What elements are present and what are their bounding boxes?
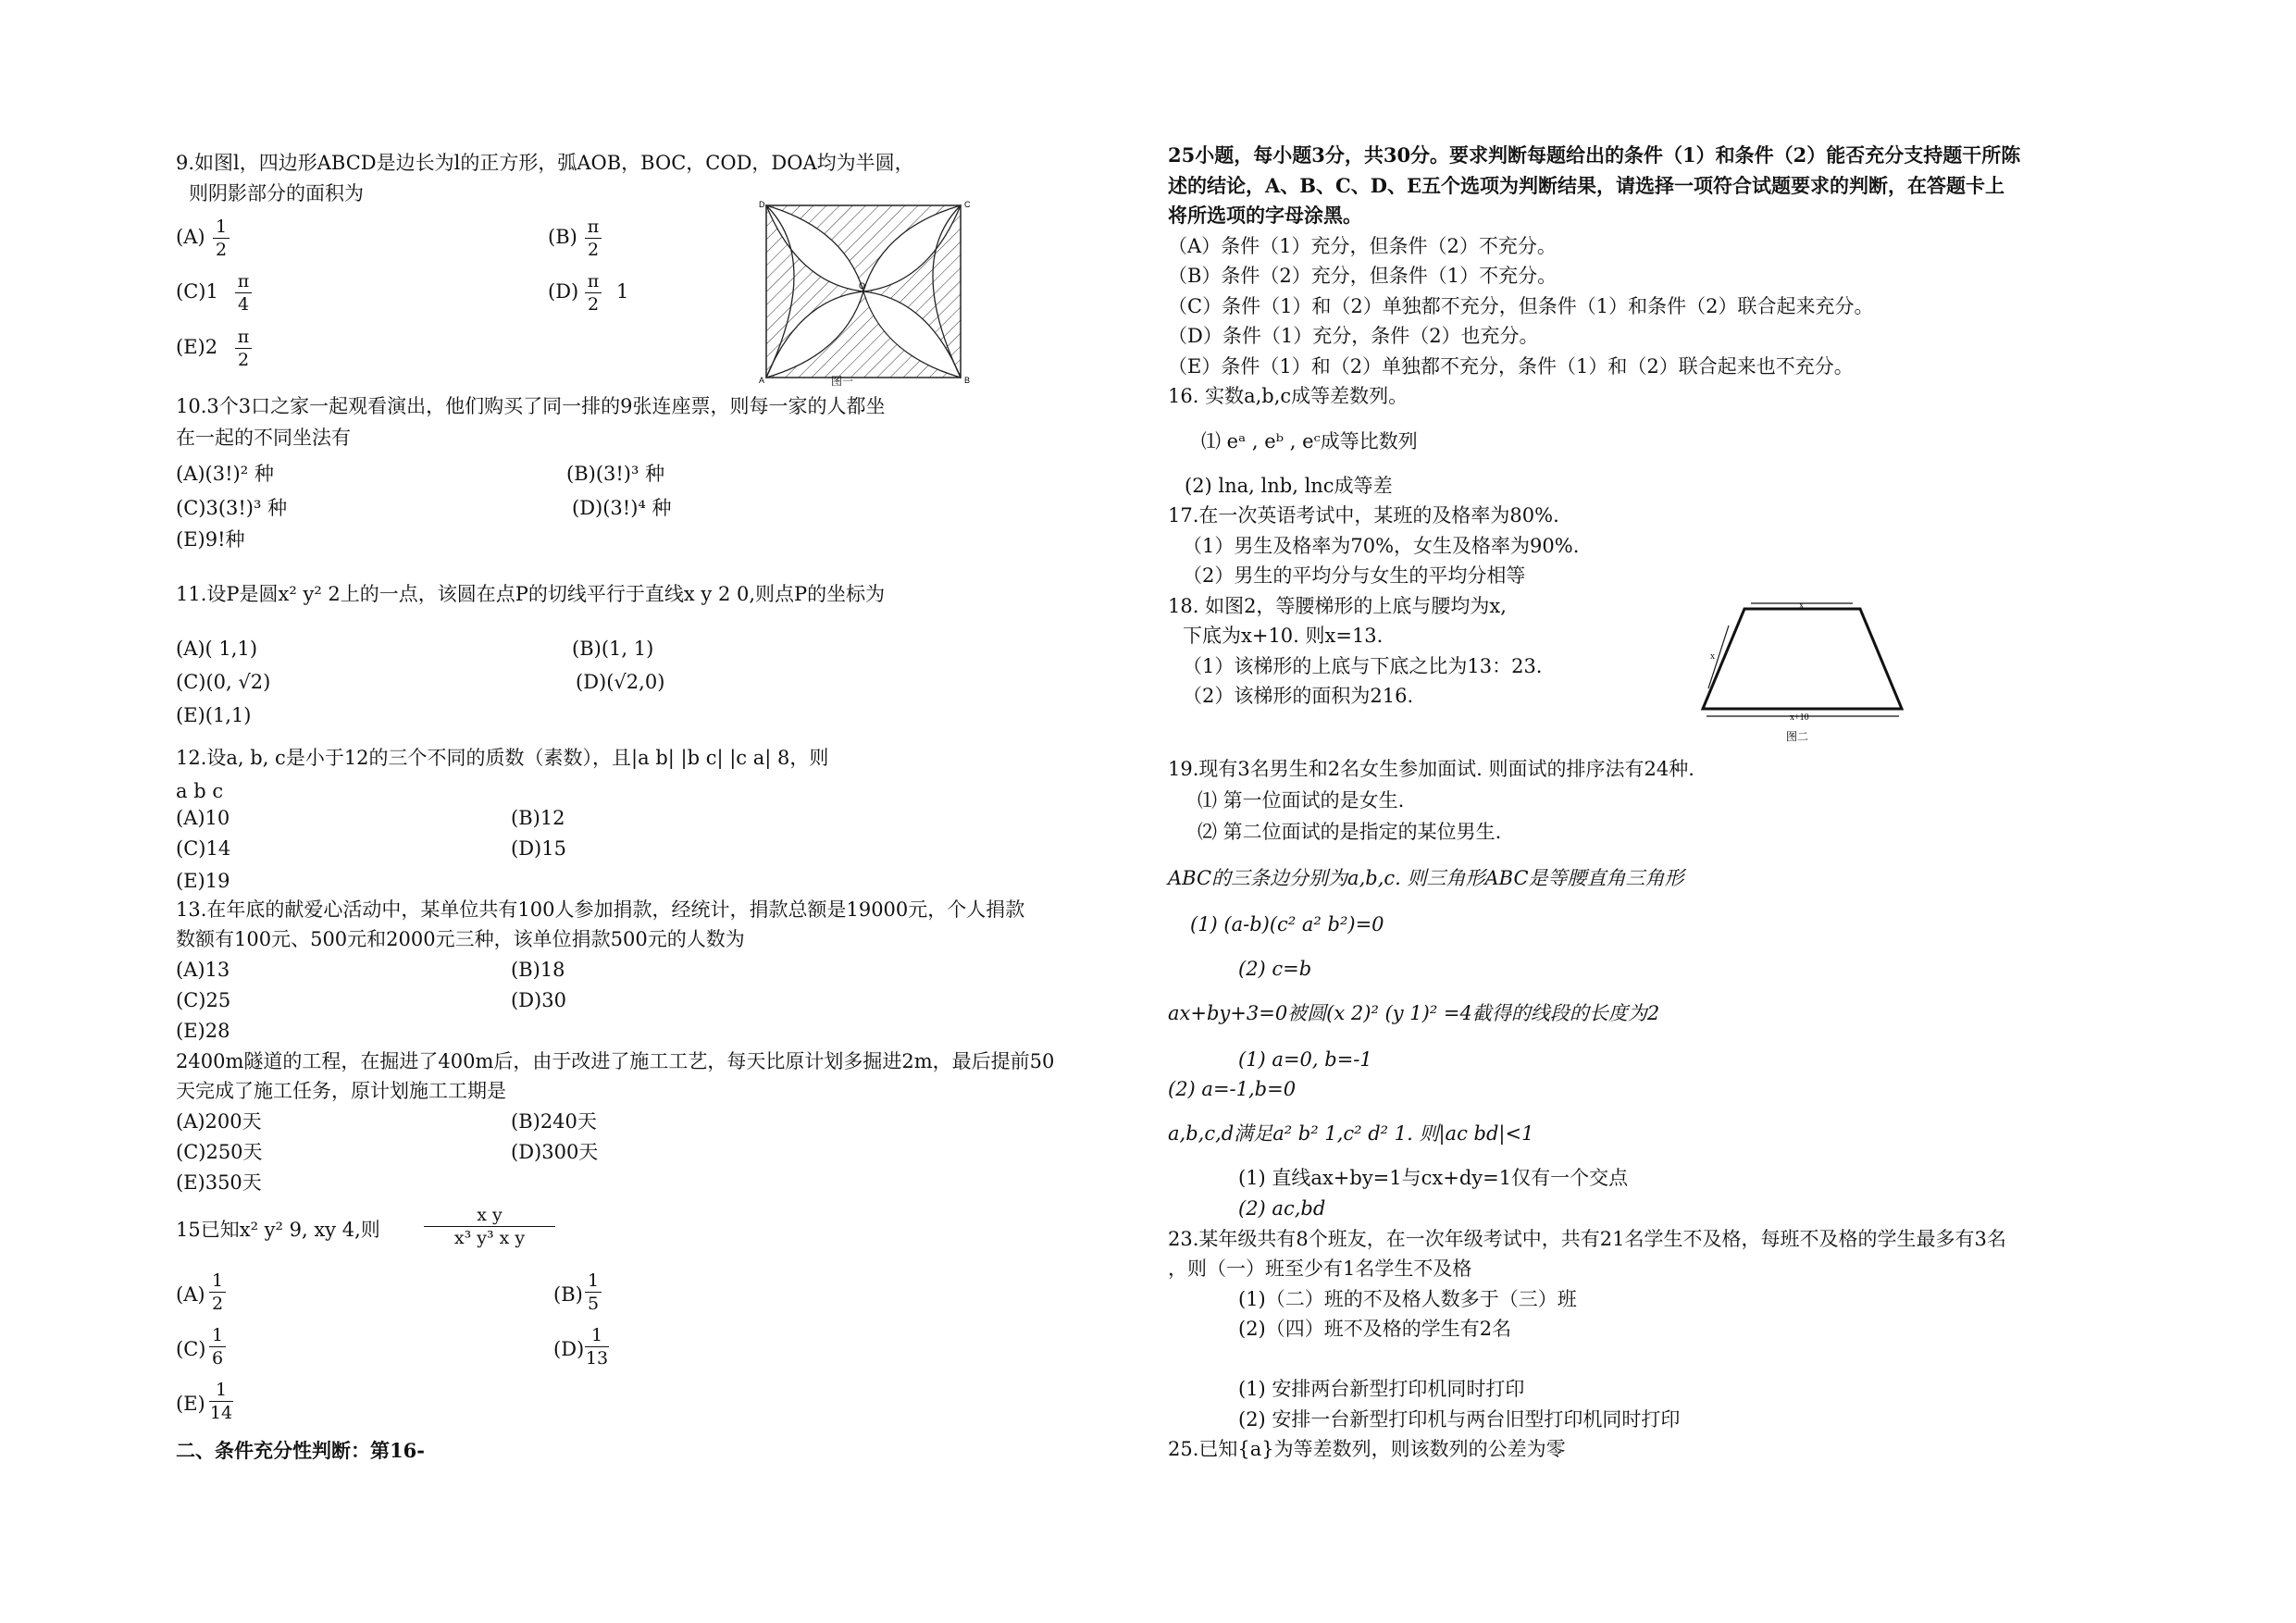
q9-opt-e-num: π	[237, 327, 250, 347]
q20-cond2: (2) c=b	[1238, 958, 1312, 980]
q9-opt-b-num: π	[587, 217, 600, 237]
q10-line1: 10.3个3口之家一起观看演出，他们购买了同一排的9张连座票，则每一家的人都坐	[176, 395, 886, 417]
q21-cond2: (2) a=-1,b=0	[1168, 1078, 1297, 1100]
q15-opt-b-label: (B)	[553, 1283, 583, 1306]
fig2-caption: 图二	[1786, 730, 1809, 743]
q11-opt-d: (D)(√2,0)	[576, 671, 665, 693]
q13-opt-e: (E)28	[176, 1020, 230, 1042]
q11-opt-e: (E)(1,1)	[176, 704, 252, 726]
q11-opt-b: (B)(1, 1)	[572, 638, 654, 660]
choice-a: （A）条件（1）充分，但条件（2）不充分。	[1168, 235, 1557, 257]
q14-line1: 2400m隧道的工程，在掘进了400m后，由于改进了施工工艺，每天比原计划多掘进2m，最后提前50	[176, 1050, 1055, 1072]
q9-opt-e-den: 2	[237, 350, 250, 370]
fig1-label-o: O	[859, 281, 866, 291]
q15-opt-a-frac	[209, 1270, 226, 1314]
fig2-label-side: x	[1710, 651, 1715, 662]
q15-opt-d-num: 1	[590, 1325, 603, 1345]
q15-prefix: 15已知x² y² 9, xy 4,则	[176, 1219, 380, 1241]
q15-opt-c-num: 1	[211, 1325, 224, 1345]
q9-opt-b-den: 2	[587, 240, 600, 260]
q16-cond1: ⑴ eᵃ , eᵇ , eᶜ成等比数列	[1201, 430, 1418, 452]
q18-stem-line2: 下底为x+10. 则x=13.	[1183, 625, 1384, 647]
q9-opt-c-num: π	[237, 271, 250, 291]
q12-opt-a: (A)10	[176, 807, 230, 829]
q12-opt-c: (C)14	[176, 837, 231, 860]
q9-opt-c-den: 4	[237, 294, 250, 315]
q10-opt-c: (C)3(3!)³ 种	[176, 497, 288, 519]
q20-cond1: (1) (a-b)(c² a² b²)=0	[1190, 913, 1384, 935]
figure-2-trapezoid	[1694, 600, 1916, 748]
q10-line2: 在一起的不同坐法有	[176, 427, 351, 449]
section-2-heading: 二、条件充分性判断：第16-	[176, 1439, 425, 1462]
q9-opt-d-suffix: 1	[616, 280, 629, 303]
q22-stem: a,b,c,d满足a² b² 1,c² d² 1. 则|ac bd|<1	[1168, 1122, 1534, 1145]
q9-opt-a-label: (A)	[176, 226, 205, 248]
q12-opt-d: (D)15	[511, 837, 566, 860]
q23-cond1: (1)（二）班的不及格人数多于（三）班	[1238, 1288, 1577, 1310]
q11-opt-a: (A)( 1,1)	[176, 638, 258, 660]
q12-opt-b: (B)12	[511, 807, 565, 829]
q10-opt-d: (D)(3!)⁴ 种	[572, 497, 672, 519]
q14-opt-b: (B)240天	[511, 1110, 597, 1133]
q9-opt-c-frac	[235, 271, 252, 315]
q9-opt-d-frac	[585, 271, 602, 315]
figure-1-square	[757, 196, 972, 387]
q19-cond1: ⑴ 第一位面试的是女生.	[1198, 789, 1405, 812]
q17-cond1: （1）男生及格率为70%，女生及格率为90%.	[1183, 535, 1580, 557]
q24-cond2: (2) 安排一台新型打印机与两台旧型打印机同时打印	[1238, 1408, 1681, 1431]
q9-opt-d-num: π	[587, 271, 600, 291]
q23-stem-line1: 23.某年级共有8个班友，在一次年级考试中，共有21名学生不及格，每班不及格的学生最多有3名	[1168, 1228, 2006, 1250]
q15-opt-b-num: 1	[587, 1270, 600, 1291]
q15-opt-c-frac	[209, 1325, 226, 1369]
q21-stem: ax+by+3=0被圆(x 2)² (y 1)² =4截得的线段的长度为2	[1168, 1002, 1660, 1024]
q18-cond1: （1）该梯形的上底与下底之比为13：23.	[1183, 655, 1543, 677]
q10-opt-a: (A)(3!)² 种	[176, 463, 274, 485]
fig2-label-bottom: x+10	[1790, 712, 1809, 723]
q15-opt-e-label: (E)	[176, 1393, 205, 1415]
q25-stem: 25.已知{a}为等差数列，则该数列的公差为零	[1168, 1438, 1566, 1460]
q14-opt-d: (D)300天	[511, 1141, 599, 1163]
q16-stem: 16. 实数a,b,c成等差数列。	[1168, 385, 1409, 407]
q13-line2: 数额有100元、500元和2000元三种，该单位捐款500元的人数为	[176, 928, 745, 950]
q15-frac-den: x³ y³ x y	[453, 1228, 526, 1248]
q15-opt-e-num: 1	[215, 1380, 228, 1400]
q15-opt-a-num: 1	[211, 1270, 224, 1291]
q9-line1: 9.如图l，四边形ABCD是边长为l的正方形，弧AOB，BOC，COD，DOA均为半圆，	[176, 152, 914, 174]
q17-stem: 17.在一次英语考试中，某班的及格率为80%.	[1168, 504, 1559, 527]
q11-opt-c: (C)(0, √2)	[176, 671, 271, 693]
choice-c: （C）条件（1）和（2）单独都不充分，但条件（1）和条件（2）联合起来充分。	[1168, 295, 1874, 317]
q16-cond2: (2) lna, lnb, lnc成等差	[1185, 475, 1393, 497]
q19-stem: 19.现有3名男生和2名女生参加面试. 则面试的排序法有24种.	[1168, 758, 1694, 780]
fig1-label-c: C	[964, 200, 971, 209]
q9-opt-b-label: (B)	[548, 226, 577, 248]
q9-opt-d-label: (D)	[548, 280, 579, 303]
q9-line2: 则阴影部分的面积为	[189, 182, 364, 204]
q13-opt-b: (B)18	[511, 959, 565, 981]
q23-cond2: (2)（四）班不及格的学生有2名	[1238, 1318, 1512, 1340]
q15-frac-num: x y	[477, 1205, 503, 1225]
fig2-label-top: x	[1799, 601, 1804, 611]
q9-opt-e-label: (E)2	[176, 336, 218, 358]
instructions-line3: 将所选项的字母涂黑。	[1168, 204, 1362, 227]
fig1-label-a: A	[759, 376, 765, 385]
q23-stem-line2: ，则（一）班至少有1名学生不及格	[1168, 1258, 1472, 1280]
q15-opt-e-den: 14	[209, 1403, 233, 1423]
q22-cond1: (1) 直线ax+by=1与cx+dy=1仅有一个交点	[1238, 1167, 1629, 1189]
q15-opt-d-label: (D)	[553, 1338, 585, 1360]
instructions-line2: 述的结论，A、B、C、D、E五个选项为判断结果，请选择一项符合试题要求的判断，在答题卡上	[1168, 174, 2004, 197]
q22-cond2: (2) ac,bd	[1238, 1197, 1326, 1220]
q15-main-frac	[424, 1205, 555, 1248]
q20-stem: ABC的三条边分别为a,b,c. 则三角形ABC是等腰直角三角形	[1168, 867, 1684, 889]
fig1-label-b: B	[964, 376, 971, 385]
q15-opt-a-den: 2	[211, 1294, 224, 1314]
trapezoid-shape	[1703, 609, 1902, 709]
q15-opt-d-den: 13	[585, 1348, 609, 1369]
q15-opt-a-label: (A)	[176, 1283, 205, 1306]
q10-opt-b: (B)(3!)³ 种	[566, 463, 665, 485]
q14-opt-e: (E)350天	[176, 1171, 262, 1194]
q13-opt-c: (C)25	[176, 989, 231, 1011]
q14-opt-a: (A)200天	[176, 1110, 262, 1133]
q15-opt-c-den: 6	[211, 1348, 224, 1369]
q13-opt-a: (A)13	[176, 959, 230, 981]
fig1-caption: 图一	[831, 375, 854, 388]
choice-d: （D）条件（1）充分，条件（2）也充分。	[1168, 325, 1539, 347]
q9-opt-c-label: (C)1	[176, 280, 218, 303]
q15-opt-e-frac	[209, 1380, 233, 1423]
q13-line1: 13.在年底的献爱心活动中，某单位共有100人参加捐款，经统计，捐款总额是19000元，个人捐款	[176, 898, 1025, 921]
q9-opt-a-frac	[213, 217, 230, 260]
q9-opt-d-den: 2	[587, 294, 600, 315]
choice-b: （B）条件（2）充分，但条件（1）不充分。	[1168, 265, 1558, 287]
instructions-line1: 25小题，每小题3分，共30分。要求判断每题给出的条件（1）和条件（2）能否充分支持题干所陈	[1168, 143, 2021, 167]
q18-cond2: （2）该梯形的面积为216.	[1183, 685, 1414, 707]
q12-opt-e: (E)19	[176, 870, 230, 892]
q12-line1: 12.设a, b, c是小于12的三个不同的质数（素数），且|a b| |b c| |c a| 8，则	[176, 747, 829, 769]
q14-opt-c: (C)250天	[176, 1141, 263, 1163]
q14-line2: 天完成了施工任务，原计划施工工期是	[176, 1080, 506, 1102]
q15-opt-b-den: 5	[587, 1294, 600, 1314]
q9-opt-b-frac	[585, 217, 602, 260]
q18-stem-line1: 18. 如图2，等腰梯形的上底与腰均为x,	[1168, 595, 1507, 617]
choice-e: （E）条件（1）和（2）单独都不充分，条件（1）和（2）联合起来也不充分。	[1168, 355, 1854, 378]
q15-opt-d-frac	[585, 1325, 609, 1369]
fig1-label-d: D	[759, 200, 765, 209]
q15-opt-b-frac	[585, 1270, 602, 1314]
q11-line1: 11.设P是圆x² y² 2上的一点，该圆在点P的切线平行于直线x y 2 0,则点P的坐标为	[176, 583, 886, 605]
q17-cond2: （2）男生的平均分与女生的平均分相等	[1183, 564, 1526, 587]
q24-cond1: (1) 安排两台新型打印机同时打印	[1238, 1378, 1525, 1400]
q10-opt-e: (E)9!种	[176, 528, 245, 551]
q15-opt-c-label: (C)	[176, 1338, 206, 1360]
q12-line2: a b c	[176, 780, 224, 802]
q21-cond1: (1) a=0, b=-1	[1238, 1048, 1372, 1071]
q9-opt-e-frac	[235, 327, 252, 370]
q9-opt-a-den: 2	[215, 240, 228, 260]
q9-opt-a-num: 1	[215, 217, 228, 237]
q13-opt-d: (D)30	[511, 989, 566, 1011]
q19-cond2: ⑵ 第二位面试的是指定的某位男生.	[1198, 821, 1502, 843]
